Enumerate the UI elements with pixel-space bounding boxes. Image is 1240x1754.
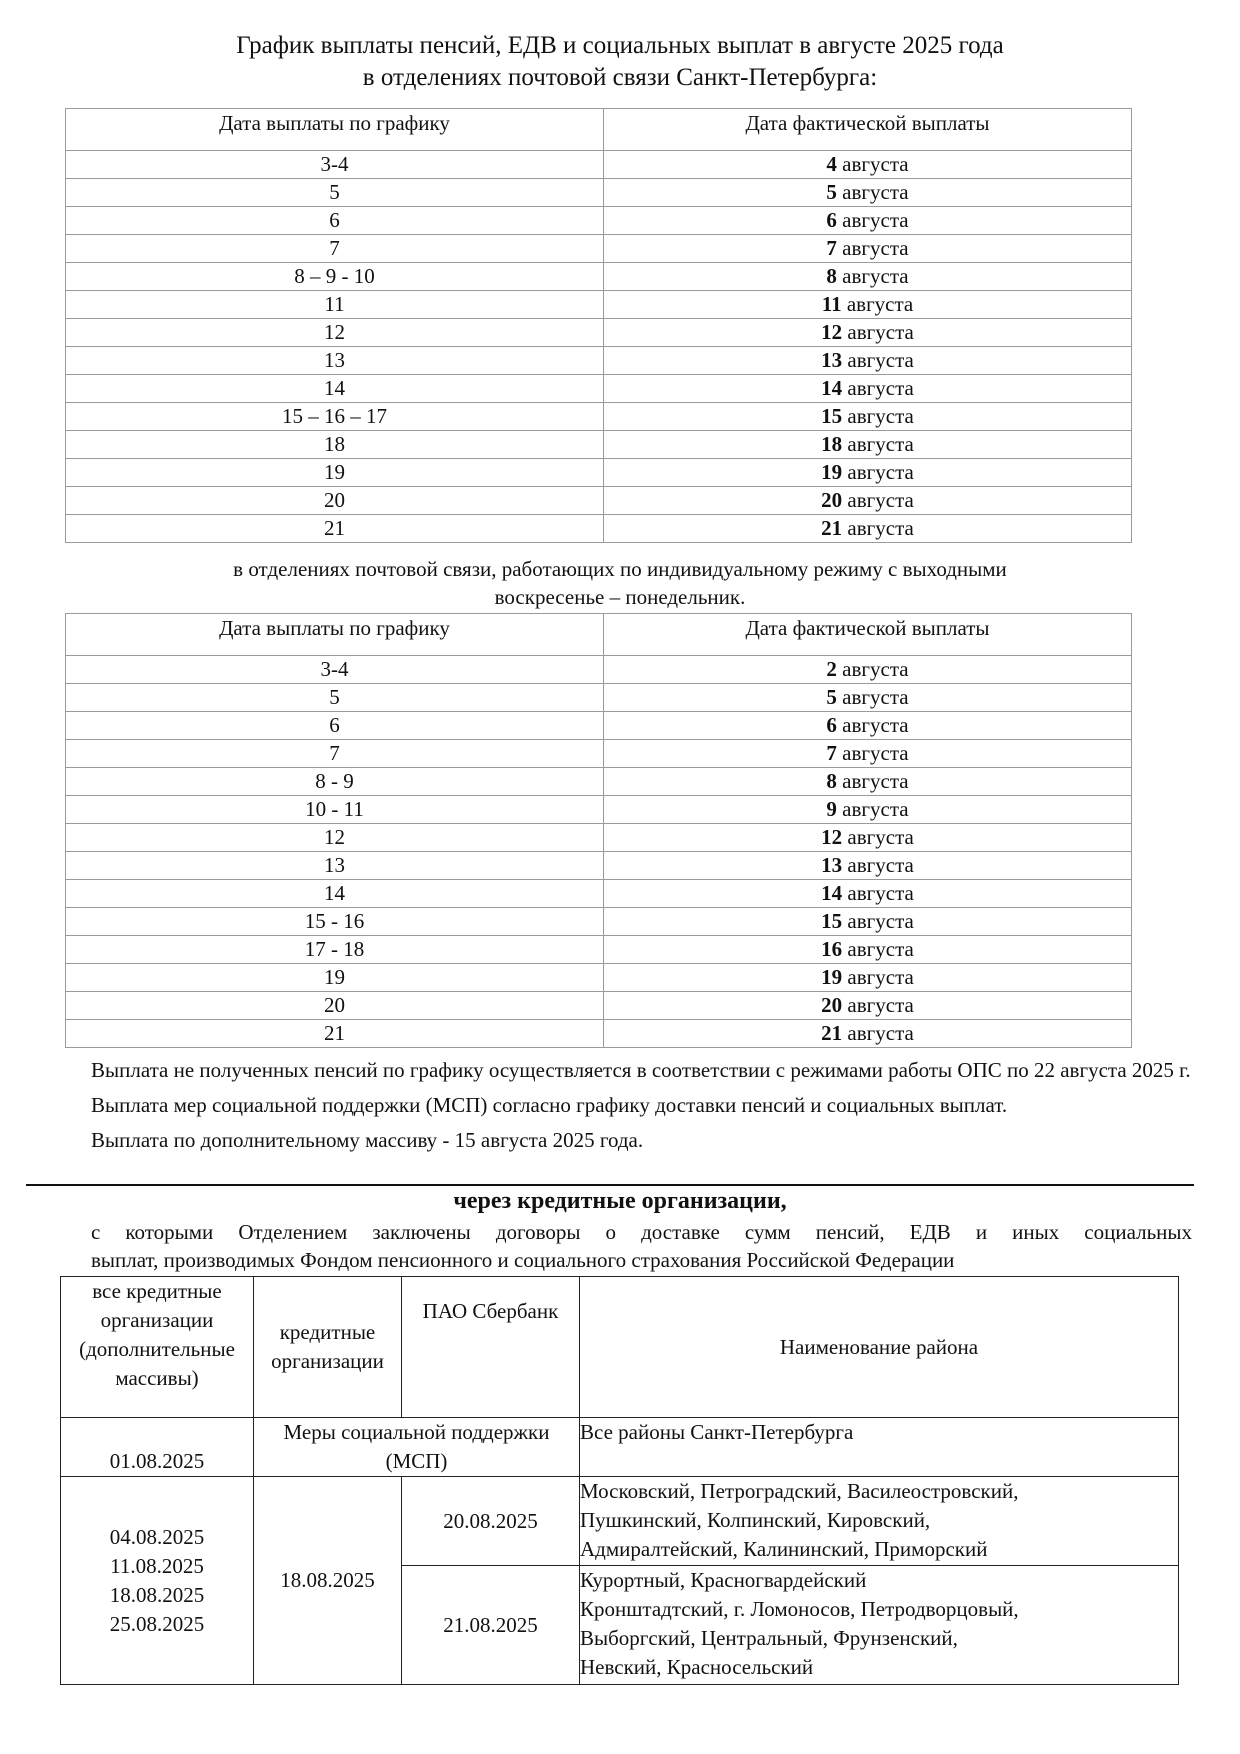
actual-month: августа [842, 404, 914, 428]
actual-date-cell [604, 1020, 1132, 1048]
header-credit-orgs-line: кредитные [279, 1320, 376, 1344]
actual-date-cell [604, 712, 1132, 740]
schedule-table-regular [65, 108, 1132, 543]
scheduled-date-cell: 17 - 18 [66, 936, 604, 964]
actual-date-cell [604, 319, 1132, 347]
actual-day: 15 [821, 404, 843, 428]
district-line: Адмиралтейский, Калининский, Приморский [580, 1537, 988, 1561]
actual-month: августа [842, 488, 914, 512]
actual-month: августа [842, 881, 914, 905]
table-row [66, 319, 1132, 347]
actual-month: августа [836, 713, 909, 737]
actual-date-cell [604, 824, 1132, 852]
scheduled-date-cell: 18 [66, 431, 604, 459]
bank-schedule-table [60, 1276, 1179, 1685]
note-unreceived-pensions: Выплата не полученных пенсий по графику осуществляется в соответствии с режимами работы ОПС по 22 августа 2025 г. [91, 1058, 1191, 1082]
actual-day: 7 [826, 741, 837, 765]
bank-section-title-bold: через кредитные организации [453, 1188, 781, 1214]
actual-month: августа [842, 516, 914, 540]
table-row [66, 235, 1132, 263]
bank-table-header-row [61, 1277, 1179, 1418]
header-all-credit-orgs-line: все кредитные [92, 1279, 222, 1303]
actual-month: августа [836, 152, 909, 176]
scheduled-date-cell: 8 - 9 [66, 768, 604, 796]
actual-date-cell [604, 684, 1132, 712]
actual-date-cell [604, 235, 1132, 263]
actual-month: августа [836, 797, 909, 821]
scheduled-date-cell: 7 [66, 740, 604, 768]
actual-date-cell [604, 403, 1132, 431]
actual-day: 11 [821, 292, 842, 316]
individual-mode-note-line-1: в отделениях почтовой связи, работающих по индивидуальному режиму с выходными [233, 557, 1007, 581]
actual-day: 8 [826, 264, 837, 288]
actual-month: августа [836, 208, 909, 232]
actual-month: августа [842, 348, 914, 372]
actual-day: 4 [826, 152, 837, 176]
actual-month: августа [842, 432, 914, 456]
credit-orgs-date: 18.08.2025 [254, 1477, 402, 1685]
actual-month: августа [841, 292, 914, 316]
table-row [66, 515, 1132, 543]
district-line: Выборгский, Центральный, Фрунзенский, [580, 1626, 958, 1650]
msp-label [254, 1418, 580, 1477]
msp-district: Все районы Санкт-Петербурга [580, 1418, 1179, 1477]
individual-mode-note [0, 555, 1240, 611]
actual-day: 5 [826, 180, 837, 204]
msp-label-line: (МСП) [385, 1449, 448, 1473]
actual-month: августа [842, 376, 914, 400]
actual-month: августа [842, 320, 914, 344]
scheduled-date-cell: 14 [66, 880, 604, 908]
actual-day: 6 [826, 208, 837, 232]
actual-month: августа [836, 769, 909, 793]
actual-day: 14 [821, 376, 843, 400]
scheduled-date-cell: 6 [66, 207, 604, 235]
individual-mode-note-line-2: воскресенье – понедельник. [494, 585, 746, 609]
actual-date-cell [604, 291, 1132, 319]
all-orgs-date: 04.08.2025 [109, 1524, 205, 1549]
table-row [66, 1020, 1132, 1048]
scheduled-date-cell: 8 – 9 - 10 [66, 263, 604, 291]
actual-day: 7 [826, 236, 837, 260]
payment-notes [91, 1056, 1191, 1155]
msp-label-line: Меры социальной поддержки [283, 1420, 550, 1444]
table-row [66, 459, 1132, 487]
header-credit-orgs [254, 1277, 402, 1418]
scheduled-date-cell: 21 [66, 1020, 604, 1048]
actual-day: 18 [821, 432, 843, 456]
table-header-row [66, 109, 1132, 151]
scheduled-date-cell: 14 [66, 375, 604, 403]
header-actual-date: Дата фактической выплаты [604, 614, 1132, 656]
table-row [66, 403, 1132, 431]
scheduled-date-cell: 5 [66, 684, 604, 712]
actual-day: 21 [821, 516, 843, 540]
actual-date-cell [604, 179, 1132, 207]
all-orgs-date: 11.08.2025 [110, 1553, 204, 1578]
actual-date-cell [604, 992, 1132, 1020]
table-row [66, 908, 1132, 936]
actual-date-cell [604, 964, 1132, 992]
table-row [66, 880, 1132, 908]
actual-day: 15 [821, 909, 843, 933]
district-line: Невский, Красносельский [580, 1655, 814, 1679]
table-row [66, 852, 1132, 880]
actual-date-cell [604, 431, 1132, 459]
actual-date-cell [604, 487, 1132, 515]
table-row [66, 768, 1132, 796]
actual-month: августа [836, 685, 909, 709]
table-row [66, 712, 1132, 740]
actual-day: 9 [826, 797, 837, 821]
bank-row-group-1 [61, 1477, 1179, 1566]
scheduled-date-cell: 19 [66, 459, 604, 487]
table-row [66, 684, 1132, 712]
header-district-name: Наименование района [580, 1277, 1179, 1418]
actual-month: августа [836, 264, 909, 288]
actual-date-cell [604, 459, 1132, 487]
scheduled-date-cell: 13 [66, 852, 604, 880]
actual-day: 13 [821, 348, 843, 372]
actual-month: августа [842, 993, 914, 1017]
header-all-credit-orgs-line: организации [100, 1308, 214, 1332]
table-row [66, 207, 1132, 235]
actual-date-cell [604, 207, 1132, 235]
actual-month: августа [836, 180, 909, 204]
actual-month: августа [842, 937, 914, 961]
table-row [66, 796, 1132, 824]
actual-date-cell [604, 936, 1132, 964]
scheduled-date-cell: 6 [66, 712, 604, 740]
table-row [66, 375, 1132, 403]
note-additional-array: Выплата по дополнительному массиву - 15 августа 2025 года. [91, 1128, 644, 1152]
actual-month: августа [836, 657, 909, 681]
scheduled-date-cell: 19 [66, 964, 604, 992]
header-all-credit-orgs [61, 1277, 254, 1418]
table-row [66, 487, 1132, 515]
header-scheduled-date: Дата выплаты по графику [66, 614, 604, 656]
scheduled-date-cell: 3-4 [66, 151, 604, 179]
header-credit-orgs-line: организации [271, 1349, 384, 1373]
actual-date-cell [604, 375, 1132, 403]
header-all-credit-orgs-line: (дополнительные [79, 1337, 235, 1361]
actual-month: августа [836, 741, 909, 765]
actual-date-cell [604, 740, 1132, 768]
table-row [66, 291, 1132, 319]
bank-description-line-2: выплат, производимых Фондом пенсионного и социального страхования Российской Федерации [91, 1248, 955, 1272]
actual-month: августа [842, 1021, 914, 1045]
table-row [66, 347, 1132, 375]
all-orgs-date: 25.08.2025 [109, 1611, 205, 1636]
scheduled-date-cell: 20 [66, 487, 604, 515]
header-sberbank: ПАО Сбербанк [402, 1277, 580, 1418]
scheduled-date-cell: 15 – 16 – 17 [66, 403, 604, 431]
actual-date-cell [604, 852, 1132, 880]
actual-month: августа [842, 460, 914, 484]
table-row [66, 179, 1132, 207]
page-title [0, 30, 1240, 94]
all-orgs-date: 18.08.2025 [109, 1582, 205, 1607]
actual-date-cell [604, 263, 1132, 291]
header-all-credit-orgs-line: массивы) [115, 1366, 199, 1390]
actual-day: 20 [821, 993, 843, 1017]
scheduled-date-cell: 20 [66, 992, 604, 1020]
all-orgs-dates [61, 1477, 254, 1685]
actual-month: августа [842, 965, 914, 989]
scheduled-date-cell: 7 [66, 235, 604, 263]
actual-day: 12 [821, 320, 843, 344]
actual-day: 8 [826, 769, 837, 793]
actual-day: 5 [826, 685, 837, 709]
table-row [66, 740, 1132, 768]
bank-description-line-1: с которыми Отделением заключены договоры о доставке сумм пенсий, ЕДВ и иных социальных [91, 1220, 1192, 1244]
actual-date-cell [604, 880, 1132, 908]
schedule-table-individual [65, 613, 1132, 1048]
district-line: Пушкинский, Колпинский, Кировский, [580, 1508, 931, 1532]
scheduled-date-cell: 5 [66, 179, 604, 207]
table-row [66, 263, 1132, 291]
actual-day: 19 [821, 965, 843, 989]
actual-month: августа [836, 236, 909, 260]
actual-month: августа [842, 825, 914, 849]
scheduled-date-cell: 12 [66, 824, 604, 852]
table-header-row [66, 614, 1132, 656]
scheduled-date-cell: 15 - 16 [66, 908, 604, 936]
actual-day: 6 [826, 713, 837, 737]
actual-day: 21 [821, 1021, 843, 1045]
note-msp: Выплата мер социальной поддержки (МСП) согласно графику доставки пенсий и социальных выплат. [91, 1093, 1008, 1117]
table-row [66, 992, 1132, 1020]
actual-day: 12 [821, 825, 843, 849]
district-line: Московский, Петроградский, Василеостровский, [580, 1479, 1019, 1503]
bank-section-title-tail: , [780, 1188, 787, 1214]
actual-day: 13 [821, 853, 843, 877]
actual-day: 14 [821, 881, 843, 905]
bank-section-description [91, 1218, 1192, 1274]
actual-day: 20 [821, 488, 843, 512]
header-actual-date: Дата фактической выплаты [604, 109, 1132, 151]
scheduled-date-cell: 11 [66, 291, 604, 319]
actual-date-cell [604, 515, 1132, 543]
actual-date-cell [604, 151, 1132, 179]
actual-day: 19 [821, 460, 843, 484]
scheduled-date-cell: 21 [66, 515, 604, 543]
table-row [66, 151, 1132, 179]
district-list [580, 1566, 1179, 1685]
district-line: Курортный, Красногвардейский [580, 1568, 867, 1592]
actual-day: 2 [826, 657, 837, 681]
table-row [66, 824, 1132, 852]
bank-section-title [0, 1186, 1240, 1216]
table-row [66, 431, 1132, 459]
table-row [66, 656, 1132, 684]
scheduled-date-cell: 13 [66, 347, 604, 375]
actual-date-cell [604, 908, 1132, 936]
title-line-1: График выплаты пенсий, ЕДВ и социальных выплат в августе 2025 года [236, 32, 1004, 59]
actual-month: августа [842, 853, 914, 877]
actual-date-cell [604, 768, 1132, 796]
scheduled-date-cell: 12 [66, 319, 604, 347]
actual-day: 16 [821, 937, 843, 961]
scheduled-date-cell: 10 - 11 [66, 796, 604, 824]
district-line: Кронштадтский, г. Ломоносов, Петродворцовый, [580, 1597, 1019, 1621]
title-line-2: в отделениях почтовой связи Санкт-Петербурга: [362, 64, 878, 91]
table-row [66, 936, 1132, 964]
table-row [66, 964, 1132, 992]
msp-row [61, 1418, 1179, 1477]
scheduled-date-cell: 3-4 [66, 656, 604, 684]
actual-date-cell [604, 796, 1132, 824]
actual-date-cell [604, 656, 1132, 684]
district-list [580, 1477, 1179, 1566]
actual-month: августа [842, 909, 914, 933]
sberbank-date: 21.08.2025 [402, 1566, 580, 1685]
header-scheduled-date: Дата выплаты по графику [66, 109, 604, 151]
sberbank-date: 20.08.2025 [402, 1477, 580, 1566]
actual-date-cell [604, 347, 1132, 375]
msp-date: 01.08.2025 [61, 1418, 254, 1477]
